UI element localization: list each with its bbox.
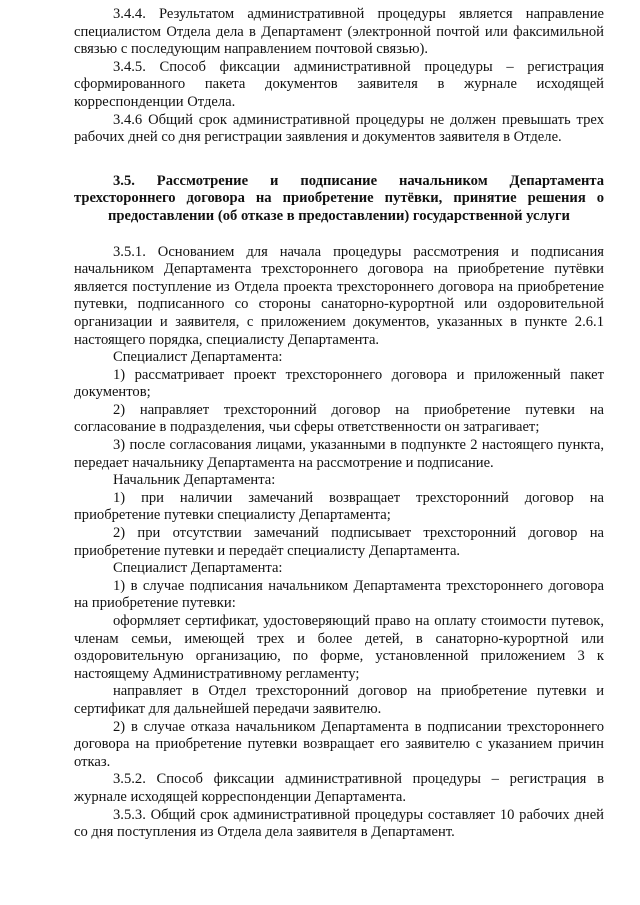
list-item: оформляет сертификат, удостоверяющий право на оплату стоимости путевок, членам семьи, имеющей трех и более детей, в санаторно-курортной или оздоровительную организацию, по форме, установленной приложением 3 к настоящему Административному регламенту;: [74, 613, 604, 682]
paragraph-head-label: Начальник Департамента:: [113, 472, 276, 489]
list-item: 2) в случае отказа начальником Департамента в подписании трехстороннего договора на приобретение путевки возвращает его заявителю с указанием причин отказ.: [74, 718, 604, 770]
paragraph-3-5-1: 3.5.1. Основанием для начала процедуры рассмотрения и подписания начальником Департамента трехстороннего договора на приобретение путёвки является поступление из Отдела проекта трехстороннего договора на приобретение путевки, подписанного со стороны санаторно-курортной или оздоровительной организации и заявителя, с приложением документов, указанных в пункте 2.6.1 настоящего порядка, специалисту Департамента.: [74, 243, 604, 348]
list-item: 1) при наличии замечаний возвращает трехсторонний договор на приобретение путевки специалисту Департамента;: [74, 489, 604, 524]
list-item: 2) направляет трехсторонний договор на приобретение путевки на согласование в подразделения, чьи сферы ответственности он затрагивает;: [74, 401, 604, 436]
paragraph-3-5-3: 3.5.3. Общий срок административной процедуры составляет 10 рабочих дней со дня поступления из Отдела дела заявителя в Департамент.: [74, 806, 604, 841]
paragraph-specialist-label: Специалист Департамента:: [113, 349, 283, 366]
paragraph-3-4-4: 3.4.4. Результатом административной процедуры является направление специалистом Отдела дела в Департамент (электронной почтой или факсимильной связью с последующим направлением почтовой связью).: [74, 6, 604, 58]
document-page: [74, 6, 604, 842]
paragraph-3-5-2: 3.5.2. Способ фиксации административной процедуры – регистрация в журнале исходящей корреспонденции Департамента.: [74, 771, 604, 805]
spacer: [74, 147, 604, 173]
paragraph-specialist-label: Специалист Департамента:: [113, 560, 283, 577]
list-item: направляет в Отдел трехсторонний договор на приобретение путевки и сертификат для дальнейшей передачи заявителю.: [74, 683, 604, 717]
list-item: 1) рассматривает проект трехстороннего договора и приложенный пакет документов;: [74, 366, 604, 401]
paragraph-3-4-5: 3.4.5. Способ фиксации административной процедуры – регистрация сформированного пакета документов заявителя в журнале исходящей корреспонденции Отдела.: [74, 58, 604, 110]
list-item: 3) после согласования лицами, указанными в подпункте 2 настоящего пункта, передает начальнику Департамента на рассмотрение и подписание.: [74, 437, 604, 471]
list-item: 2) при отсутствии замечаний подписывает трехсторонний договор на приобретение путевки и передаёт специалисту Департамента.: [74, 525, 604, 559]
list-item: 1) в случае подписания начальником Департамента трехстороннего договора на приобретение путевки:: [74, 577, 604, 612]
spacer: [74, 226, 604, 244]
section-heading-3-5: 3.5. Рассмотрение и подписание начальником Департамента трехстороннего договора на приобретение путёвки, принятие решения о предоставлении (об отказе в предоставлении) государственной услуги: [74, 172, 604, 224]
paragraph-3-4-6: 3.4.6 Общий срок административной процедуры не должен превышать трех рабочих дней со дня регистрации заявления и документов заявителя в Отделе.: [74, 111, 604, 146]
